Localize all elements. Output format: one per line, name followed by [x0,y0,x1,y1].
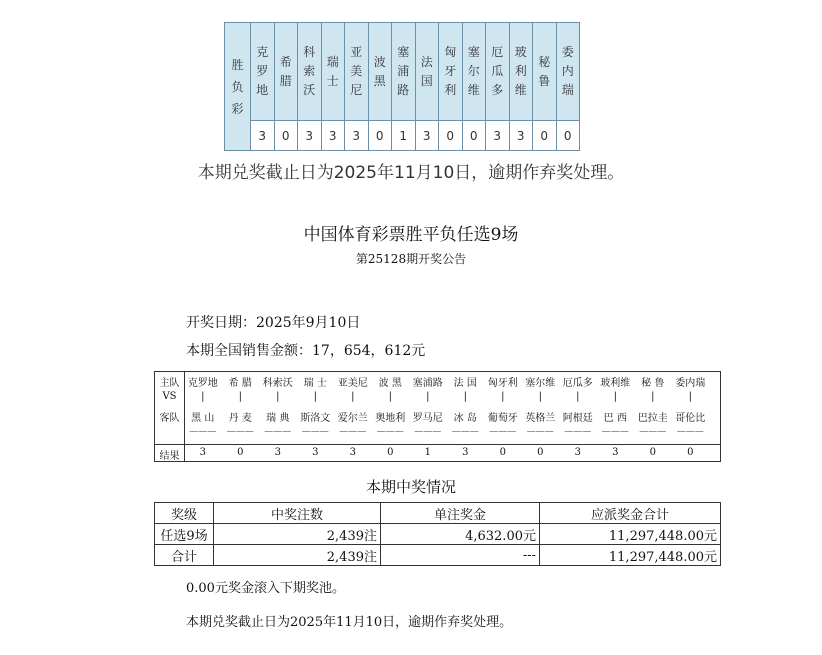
lottery-type-char: 彩 [231,101,244,116]
result-cell: 3 [415,121,439,151]
home-team: 希 腊 [228,378,252,389]
team-name-cell: 匈 牙 利 [439,23,463,121]
lottery-type-char: 胜 [231,57,244,72]
separator-dash: ——— [639,427,667,437]
prize-header-cell: 单注奖金 [381,503,540,524]
match-result: 3 [462,447,469,458]
home-team: 塞浦路 [412,378,443,389]
away-team: 阿根廷 [562,413,593,424]
away-team: 哥伦比 [675,413,706,424]
draw-date: 开奖日期：2025年9月10日 [186,315,361,331]
match-result: 0 [237,447,244,458]
prize-cell: 2,439注 [214,524,381,545]
away-team: 罗马尼 [412,413,443,424]
team-name-cell: 委 内 瑞 [556,23,580,121]
result-label: 结果 [159,451,180,462]
prize-cell: 合计 [155,545,214,566]
away-team: 巴拉圭 [637,413,668,424]
match-result: 3 [274,447,281,458]
prize-header-cell: 应派奖金合计 [540,503,721,524]
home-team: 匈牙利 [487,378,518,389]
vs-mark: | [688,391,692,402]
separator-dash: ——— [451,427,479,437]
home-label: 主队 [159,378,180,389]
separator-dash: ——— [676,427,704,437]
home-team: 亚美尼 [337,378,368,389]
result-cell: 3 [321,121,345,151]
home-team: 秘 鲁 [641,378,665,389]
away-team: 黑 山 [191,413,215,424]
separator-dash: ——— [376,427,404,437]
vs-mark: | [426,391,430,402]
separator-dash: ——— [301,427,329,437]
result-cell: 0 [533,121,557,151]
result-cell: 3 [298,121,322,151]
team-name-cell: 科 索 沃 [298,23,322,121]
home-team: 瑞 士 [303,378,327,389]
home-team: 厄瓜多 [562,378,593,389]
away-team: 奥地利 [375,413,406,424]
result-cell: 3 [509,121,533,151]
result-cell: 0 [368,121,392,151]
vs-mark: | [463,391,467,402]
result-table-top [224,22,580,151]
prize-row [155,545,721,566]
home-team: 科索沃 [262,378,293,389]
separator-dash: ——— [226,427,254,437]
rollover-notice: 0.00元奖金滚入下期奖池。 [186,581,345,596]
match-result: 1 [424,447,431,458]
home-team: 法 国 [453,378,477,389]
prize-heading: 本期中奖情况 [365,478,456,496]
result-cell: 1 [392,121,416,151]
vs-mark: | [201,391,205,402]
vs-mark: | [613,391,617,402]
team-name-cell: 玻 利 维 [509,23,533,121]
vs-mark: | [576,391,580,402]
away-team: 斯洛文 [300,413,331,424]
prize-cell: 11,297,448.00元 [540,524,721,545]
match-result: 0 [687,447,694,458]
separator-dash: ——— [526,427,554,437]
prize-header-row [155,503,721,524]
separator-dash: ——— [489,427,517,437]
home-team: 克罗地 [187,378,218,389]
prize-cell: 任选9场 [155,524,214,545]
team-name-cell: 克 罗 地 [251,23,275,121]
away-team: 爱尔兰 [337,413,368,424]
away-team: 葡萄牙 [487,413,518,424]
team-name-cell: 塞 尔 维 [462,23,486,121]
home-team: 塞尔维 [525,378,556,389]
prize-row [155,524,721,545]
vs-mark: | [313,391,317,402]
result-cell: 3 [345,121,369,151]
deadline-notice-top: 本期兑奖截止日为2025年11月10日，逾期作弃奖处理。 [197,163,625,183]
prize-cell: 11,297,448.00元 [540,545,721,566]
prize-cell: --- [381,545,540,566]
away-team: 英格兰 [525,413,556,424]
prize-cell: 4,632.00元 [381,524,540,545]
separator-dash: ——— [564,427,592,437]
away-label: 客队 [159,413,180,424]
vs-mark: | [238,391,242,402]
separator-dash: ——— [414,427,442,437]
lottery-type-char: 负 [231,79,244,94]
vs-mark: | [351,391,355,402]
team-name-cell: 秘 鲁 [533,23,557,121]
vs-mark: | [501,391,505,402]
result-cell: 0 [274,121,298,151]
match-result: 0 [499,447,506,458]
match-result: 0 [537,447,544,458]
away-team: 瑞 典 [266,413,290,424]
vs-mark: | [276,391,280,402]
separator-dash: ——— [264,427,292,437]
match-result: 3 [312,447,319,458]
result-divider [155,444,720,445]
team-name-cell: 亚 美 尼 [345,23,369,121]
away-team: 巴 西 [603,413,627,424]
result-cell: 3 [486,121,510,151]
home-team: 玻利维 [600,378,631,389]
match-table [154,371,721,462]
prize-header-cell: 奖级 [155,503,214,524]
announcement-title: 中国体育彩票胜平负任选9场 [303,225,519,245]
match-result: 3 [574,447,581,458]
vs-label: VS [162,391,177,402]
vs-mark: | [651,391,655,402]
team-name-cell: 希 腊 [274,23,298,121]
result-cell: 0 [556,121,580,151]
home-team: 委内瑞 [675,378,706,389]
match-result: 3 [612,447,619,458]
match-result: 0 [387,447,394,458]
home-team: 波 黑 [378,378,402,389]
separator-dash: ——— [189,427,217,437]
separator-dash: ——— [339,427,367,437]
team-name-cell: 法 国 [415,23,439,121]
result-cell: 0 [439,121,463,151]
separator-dash: ——— [601,427,629,437]
prize-table [154,502,721,566]
result-cell: 3 [251,121,275,151]
deadline-notice-bottom: 本期兑奖截止日为2025年11月10日，逾期作弃奖处理。 [186,615,513,630]
sales-amount: 本期全国销售金额：17，654，612元 [186,343,426,359]
prize-cell: 2,439注 [214,545,381,566]
match-result: 0 [649,447,656,458]
match-result: 3 [199,447,206,458]
result-cell: 0 [462,121,486,151]
vs-mark: | [538,391,542,402]
team-name-cell: 塞 浦 路 [392,23,416,121]
prize-header-cell: 中奖注数 [214,503,381,524]
team-name-cell: 厄 瓜 多 [486,23,510,121]
lottery-type-label [225,23,251,151]
away-team: 冰 岛 [453,413,477,424]
match-result: 3 [349,447,356,458]
announcement-subtitle: 第25128期开奖公告 [355,252,467,266]
away-team: 丹 麦 [228,413,252,424]
team-name-cell: 波 黑 [368,23,392,121]
vs-mark: | [388,391,392,402]
team-name-cell: 瑞 士 [321,23,345,121]
